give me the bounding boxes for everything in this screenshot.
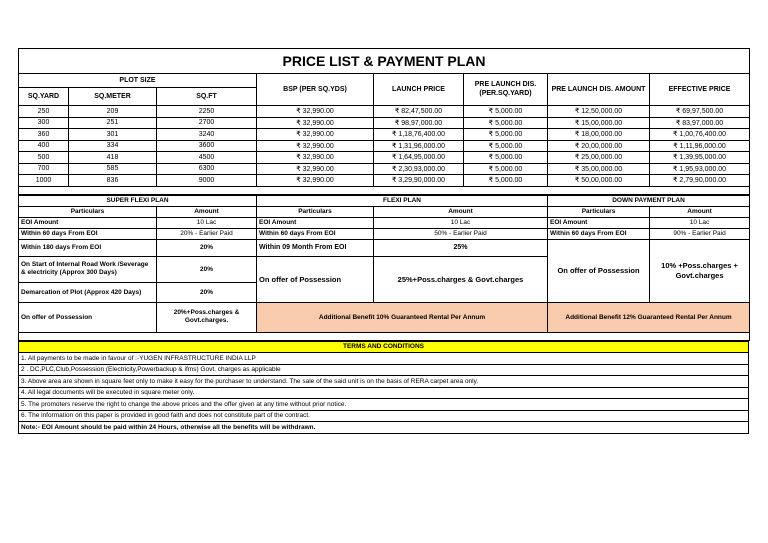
- sq-yard-cell: 360: [19, 129, 69, 141]
- pre-launch-dis-cell: ₹ 5,000.00: [464, 152, 548, 164]
- pre-launch-dis-cell: ₹ 5,000.00: [464, 163, 548, 175]
- table-row: [19, 129, 750, 141]
- price-list-table: [18, 48, 750, 195]
- sq-meter-cell: 209: [69, 106, 157, 118]
- bsp-cell: ₹ 32,990.00: [257, 117, 374, 129]
- super-flexi-row-particular: On Start of Internal Road Work /Severage & electricity (Approx 300 Days): [19, 256, 157, 282]
- pre-launch-dis-cell: ₹ 5,000.00: [464, 175, 548, 187]
- super-flexi-row-particular: Within 60 days From EOI: [19, 228, 157, 239]
- super-flexi-particulars-header: Particulars: [19, 206, 157, 217]
- sq-ft-header: SQ.FT: [157, 88, 257, 106]
- sq-meter-cell: 585: [69, 163, 157, 175]
- super-flexi-row-amount: 20%: [157, 239, 257, 256]
- effective-price-cell: ₹ 69,97,500.00: [650, 106, 750, 118]
- terms-item: 5. The promoters reserve the right to change the above prices and the offer given at any time without prior notice.: [19, 399, 749, 411]
- sq-ft-cell: 2250: [157, 106, 257, 118]
- flexi-row-particular: Within 09 Month From EOI: [257, 239, 374, 256]
- terms-note: Note:- EOI Amount should be paid within 24 Hours, otherwise all the benefits will be withdrawn.: [19, 422, 749, 434]
- sq-ft-cell: 3600: [157, 140, 257, 152]
- terms-item: 3. Above area are shown in square feet only to make it easy for the purchaser to understand. The sale of the said unit is on the basis of RERA carpet area only.: [19, 376, 749, 388]
- super-flexi-row-particular: On offer of Possession: [19, 302, 157, 332]
- bsp-cell: ₹ 32,990.00: [257, 140, 374, 152]
- terms-item: 1. All payments to be made in favour of :-YUGEN INFRASTRUCTURE INDIA LLP: [19, 353, 749, 365]
- pre-launch-dis-amount-cell: ₹ 50,00,000.00: [548, 175, 650, 187]
- pre-launch-dis-cell: ₹ 5,000.00: [464, 140, 548, 152]
- terms-table: [18, 341, 749, 434]
- flexi-particulars-header: Particulars: [257, 206, 374, 217]
- super-flexi-row-particular: Demarcation of Plot (Approx 420 Days): [19, 282, 157, 302]
- pre-launch-dis-header-line2: (PER.SQ.YARD): [479, 89, 532, 97]
- super-flexi-row-amount: 20%+Poss.charges & Govt.charges.: [157, 302, 257, 332]
- super-flexi-row-particular: EOI Amount: [19, 217, 157, 228]
- launch-price-cell: ₹ 1,31,96,000.00: [374, 140, 464, 152]
- super-flexi-row-amount: 20%: [157, 282, 257, 302]
- flexi-row-amount: 50% - Earlier Paid: [374, 228, 548, 239]
- bsp-cell: ₹ 32,990.00: [257, 152, 374, 164]
- down-payment-row-particular: On offer of Possession: [548, 239, 650, 302]
- sq-ft-cell: 6300: [157, 163, 257, 175]
- super-flexi-row-particular: Within 180 days From EOI: [19, 239, 157, 256]
- launch-price-cell: ₹ 82,47,500.00: [374, 106, 464, 118]
- sq-yard-cell: 300: [19, 117, 69, 129]
- sq-meter-cell: 418: [69, 152, 157, 164]
- bsp-cell: ₹ 32,990.00: [257, 129, 374, 141]
- effective-price-cell: ₹ 1,39,95,000.00: [650, 152, 750, 164]
- table-row: [19, 163, 750, 175]
- down-payment-row-particular: EOI Amount: [548, 217, 650, 228]
- flexi-row-particular: EOI Amount: [257, 217, 374, 228]
- terms-item: 6. The information on this paper is provided in good faith and does not constitute part of the contract.: [19, 410, 749, 422]
- payment-plans-table: [18, 195, 750, 341]
- flexi-row-amount: 10 Lac: [374, 217, 548, 228]
- launch-price-cell: ₹ 1,64,95,000.00: [374, 152, 464, 164]
- down-payment-row-amount: 90% - Earlier Paid: [650, 228, 750, 239]
- flexi-plan-title: FLEXI PLAN: [257, 195, 548, 206]
- price-sheet: [18, 48, 749, 434]
- sq-meter-cell: 334: [69, 140, 157, 152]
- sq-ft-cell: 2700: [157, 117, 257, 129]
- pre-launch-dis-header-line1: PRE LAUNCH DIS.: [474, 80, 537, 88]
- launch-price-cell: ₹ 1,18,76,400.00: [374, 129, 464, 141]
- flexi-row-amount: 25%: [374, 239, 548, 256]
- sq-yard-cell: 1000: [19, 175, 69, 187]
- price-rows: [19, 106, 750, 187]
- table-row: [19, 140, 750, 152]
- pre-launch-dis-amount-cell: ₹ 25,00,000.00: [548, 152, 650, 164]
- down-payment-row-amount: 10% +Poss.charges + Govt.charges: [650, 239, 750, 302]
- bsp-header: BSP (PER SQ.YDS): [257, 74, 374, 106]
- pre-launch-dis-amount-cell: ₹ 18,00,000.00: [548, 129, 650, 141]
- sq-ft-cell: 9000: [157, 175, 257, 187]
- launch-price-cell: ₹ 2,30,93,000.00: [374, 163, 464, 175]
- terms-item: 2 . DC,PLC,Club,Possession (Electricity,Powerbackup & ifms) Govt. charges as applicable: [19, 364, 749, 376]
- page-title: PRICE LIST & PAYMENT PLAN: [19, 49, 750, 74]
- bsp-cell: ₹ 32,990.00: [257, 163, 374, 175]
- down-payment-benefit-banner: Additional Benefit 12% Guaranteed Rental Per Annum: [548, 302, 750, 332]
- pre-launch-dis-cell: ₹ 5,000.00: [464, 129, 548, 141]
- super-flexi-row-amount: 10 Lac: [157, 217, 257, 228]
- flexi-row-amount: 25%+Poss.charges & Govt.charges: [374, 256, 548, 302]
- pre-launch-dis-cell: ₹ 5,000.00: [464, 117, 548, 129]
- sq-yard-cell: 700: [19, 163, 69, 175]
- terms-title: TERMS AND CONDITIONS: [19, 341, 749, 353]
- effective-price-cell: ₹ 1,00,76,400.00: [650, 129, 750, 141]
- table-row: [19, 117, 750, 129]
- sq-yard-cell: 400: [19, 140, 69, 152]
- bsp-cell: ₹ 32,990.00: [257, 175, 374, 187]
- sq-meter-cell: 251: [69, 117, 157, 129]
- pre-launch-dis-header: [464, 74, 548, 106]
- pre-launch-dis-cell: ₹ 5,000.00: [464, 106, 548, 118]
- pre-launch-dis-amount-cell: ₹ 35,00,000.00: [548, 163, 650, 175]
- flexi-row-particular: On offer of Possession: [257, 256, 374, 302]
- down-payment-amount-header: Amount: [650, 206, 750, 217]
- pre-launch-dis-amount-cell: ₹ 12,50,000.00: [548, 106, 650, 118]
- sq-meter-header: SQ.METER: [69, 88, 157, 106]
- effective-price-cell: ₹ 1,95,93,000.00: [650, 163, 750, 175]
- effective-price-cell: ₹ 83,97,000.00: [650, 117, 750, 129]
- down-payment-row-particular: Within 60 days From EOI: [548, 228, 650, 239]
- effective-price-cell: ₹ 2,79,90,000.00: [650, 175, 750, 187]
- bsp-cell: ₹ 32,990.00: [257, 106, 374, 118]
- sq-ft-cell: 3240: [157, 129, 257, 141]
- sq-yard-cell: 250: [19, 106, 69, 118]
- terms-item: 4. All legal documents will be executed in square meter only.: [19, 387, 749, 399]
- table-row: [19, 152, 750, 164]
- table-row: [19, 106, 750, 118]
- pre-launch-dis-amount-cell: ₹ 20,00,000.00: [548, 140, 650, 152]
- down-payment-plan-title: DOWN PAYMENT PLAN: [548, 195, 750, 206]
- plot-size-header: PLOT SIZE: [19, 74, 257, 88]
- pre-launch-dis-amount-header: PRE LAUNCH DIS. AMOUNT: [548, 74, 650, 106]
- down-payment-particulars-header: Particulars: [548, 206, 650, 217]
- launch-price-cell: ₹ 98,97,000.00: [374, 117, 464, 129]
- flexi-row-particular: Within 60 days From EOI: [257, 228, 374, 239]
- sq-meter-cell: 301: [69, 129, 157, 141]
- sq-ft-cell: 4500: [157, 152, 257, 164]
- pre-launch-dis-amount-cell: ₹ 15,00,000.00: [548, 117, 650, 129]
- super-flexi-row-amount: 20%: [157, 256, 257, 282]
- flexi-amount-header: Amount: [374, 206, 548, 217]
- launch-price-cell: ₹ 3,29,90,000.00: [374, 175, 464, 187]
- effective-price-header: EFFECTIVE PRICE: [650, 74, 750, 106]
- flexi-benefit-banner: Additional Benefit 10% Guaranteed Rental Per Annum: [257, 302, 548, 332]
- super-flexi-plan-title: SUPER FLEXI PLAN: [19, 195, 257, 206]
- effective-price-cell: ₹ 1,11,96,000.00: [650, 140, 750, 152]
- sq-yard-cell: 500: [19, 152, 69, 164]
- down-payment-row-amount: 10 Lac: [650, 217, 750, 228]
- sq-meter-cell: 836: [69, 175, 157, 187]
- launch-price-header: LAUNCH PRICE: [374, 74, 464, 106]
- sq-yard-header: SQ.YARD: [19, 88, 69, 106]
- super-flexi-amount-header: Amount: [157, 206, 257, 217]
- table-row: [19, 175, 750, 187]
- super-flexi-row-amount: 20% - Earlier Paid: [157, 228, 257, 239]
